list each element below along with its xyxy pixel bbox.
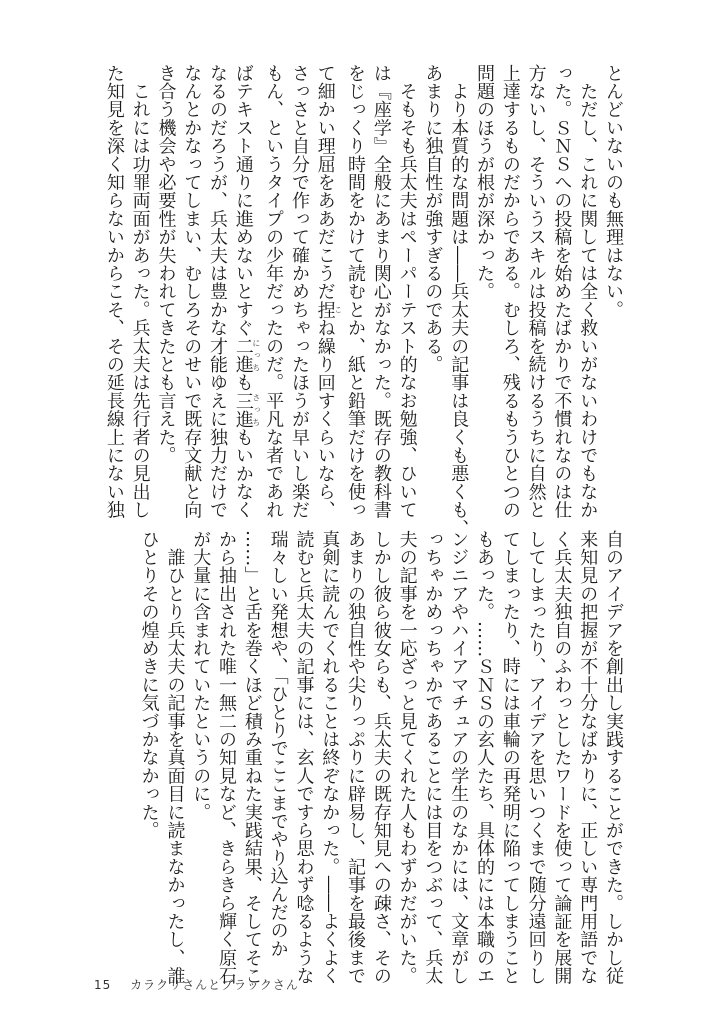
ruby-reading: こ (333, 300, 343, 319)
text-line: とんどいないのも無理はない。 (603, 64, 624, 319)
text-line: 問題のほうが根が深かった。 (474, 64, 496, 301)
text-line: あまりに独自性が強すぎるのである。 (422, 64, 444, 374)
text-line (230, 64, 261, 520)
text-line (312, 64, 343, 520)
text-line: 瑞々しい発想や、「ひとりでここまでやり込んだのか (267, 530, 289, 958)
text-line: が大量に含まれていたというのに。 (190, 530, 212, 822)
text-segment: 捏 (314, 300, 336, 319)
text-line: ただし、これに関しては全く救いがないわけでもなか (577, 64, 599, 519)
page-number: 15 (94, 978, 112, 992)
text-line: は『座学』全般にあまり関心がなかった。既存の教科書 (370, 64, 392, 519)
text-line: ひとりその煌めきに気づかなかった。 (138, 530, 160, 840)
text-line: った。ＳＮＳへの投稿を始めたばかりで不慣れなのは仕 (551, 64, 573, 519)
ruby-annotation (314, 300, 343, 319)
ruby-reading: にっち (251, 337, 261, 374)
text-segment: もいかなく (232, 428, 254, 520)
text-line: さっさと自分で作って確かめちゃったほうが早いし楽だ (288, 64, 310, 519)
book-title: カラクリさんとブラックさん (130, 978, 299, 992)
text-line: 夫の記事を一応ざっと見てくれた人もわずかだがいた。 (396, 530, 418, 985)
text-line: あまりの独自性や尖りっぷりに辟易し、記事を最後まで (345, 530, 367, 985)
text-line: 誰ひとり兵太夫の記事を真面目に読まなかったし、誰 (164, 530, 186, 985)
text-line: から抽出された唯一無二の知見など、きらきら輝く原石 (216, 530, 238, 985)
ruby-annotation (232, 391, 261, 429)
text-line: っちゃかめっちゃかであることには目をつぶって、兵太 (422, 530, 444, 985)
text-line: もん、というタイプの少年だったのだ。平凡な者であれ (263, 64, 285, 519)
text-line: 上達するものだからである。むしろ、残るもうひとつの (499, 64, 521, 519)
text-line: 真剣に読んでくれることは終ぞなかった。――よくよく (319, 530, 341, 985)
text-segment: 三進 (232, 391, 254, 429)
text-line: もあった。……ＳＮＳの玄人たち、具体的には本職のエ (474, 530, 496, 985)
text-segment: も (232, 373, 254, 392)
ruby-annotation (232, 337, 261, 374)
text-line: ンジニアやハイアマチュアの学生のなかには、文章がし (448, 530, 470, 985)
text-segment: 二進 (232, 337, 254, 374)
text-line: これには功罪両面があった。兵太夫は先行者の見出し (129, 64, 151, 519)
text-line: より本質的な問題は――兵太夫の記事は良くも悪くも、 (448, 64, 470, 538)
text-line: き合う機会や必要性が失われてきたとも言えた。 (155, 64, 177, 465)
text-line: 自のアイデアを創出し実践することができた。しかし従 (603, 530, 624, 985)
text-line: てしまったり、時には車輪の再発明に陥ってしまうこと (499, 530, 521, 985)
text-line: 方ないし、そういうスキルは投稿を続けるうちに自然と (525, 64, 547, 519)
text-line: してしまったり、アイデアを思いつくまで随分遠回りし (525, 530, 547, 985)
text-line: た知見を深く知らないからこそ、その延長線上にない独 (103, 64, 125, 519)
page-footer (94, 976, 299, 993)
text-segment: ばテキスト通りに進めないとすぐ (232, 64, 254, 337)
ruby-reading: さっち (251, 391, 261, 428)
text-line: なるのだろうが、兵太夫は豊かな才能ゆえに独力だけで (207, 64, 229, 519)
text-segment: て細かい理屈をああだこうだ (314, 64, 336, 301)
text-line: く兵太夫独自のふわっとしたワードを使って論証を展開 (551, 530, 573, 985)
text-line: しかし彼ら彼女らも、兵太夫の既存知見への疎さ、その (370, 530, 392, 985)
text-line: をじっくり時間をかけて読むとか、紙と鉛筆だけを使っ (345, 64, 367, 519)
text-line: そもそも兵太夫はペーパーテスト的なお勉強、ひいて (396, 64, 418, 519)
bottom-text-block (136, 530, 626, 985)
text-line: 来知見の把握が不十分なばかりに、正しい専門用語でな (577, 530, 599, 985)
text-line: 読むと兵太夫の記事には、玄人ですら思わず唸るような (293, 530, 315, 985)
text-line: ……」と舌を巻くほど積み重ねた実践結果、そしてそこ (241, 530, 263, 985)
top-text-block (101, 64, 626, 538)
text-segment: ね繰り回すくらいなら、 (314, 318, 336, 520)
text-line: なんとかなってしまい、むしろそのせいで既存文献と向 (181, 64, 203, 519)
